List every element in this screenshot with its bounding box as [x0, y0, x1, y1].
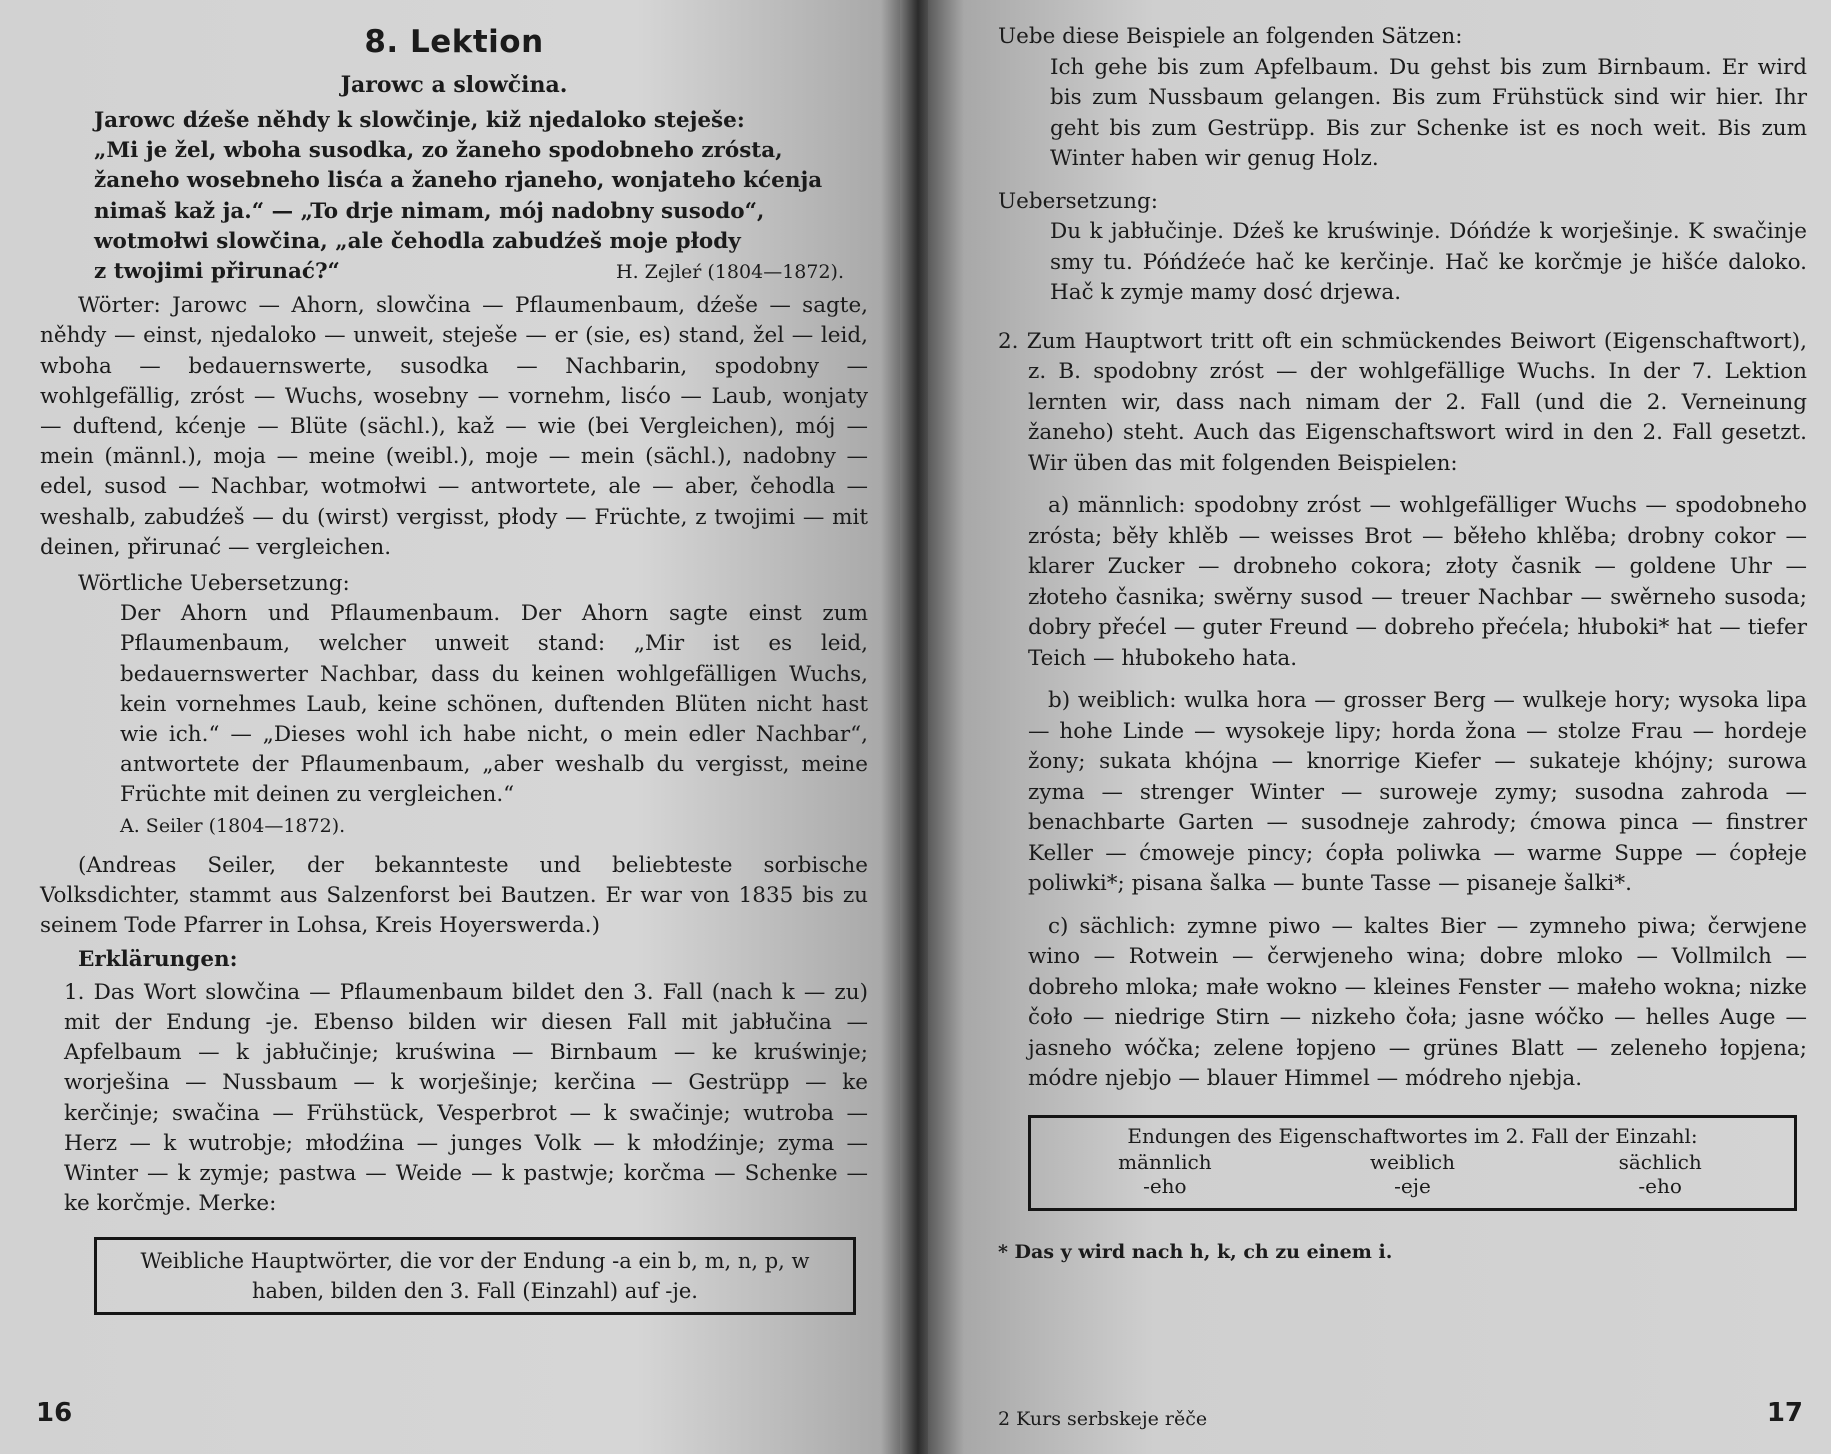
literal-translation-label: Wörtliche Uebersetzung: — [78, 571, 350, 597]
author-note: (Andreas Seiler, der bekannteste und beliebteste sorbische Volksdichter, stammt aus Salzenforst bei Bautzen. Er war von 1835 bis zu seinem Tode Pfarrer in Lohsa, Kreis Hoyerswerda.) — [40, 852, 868, 939]
rule-box: Weibliche Hauptwörter, die vor der Endung -a ein b, m, n, p, w haben, bilden den 3. Fall (Einzahl) auf -je. — [94, 1237, 856, 1315]
endings-header-row — [1041, 1150, 1784, 1174]
masculine-examples: a) männlich: spodobny zrόst — wohlgefälliger Wuchs — spodobneho zrósta; běły khlěb — weisses Brot — běłeho khlěba; drobny cokor — klarer Zucker — drobneho cokora; złoty časnik — goldene Uhr — złoteho časnika; swěrny susod — treuer Nachbar — swěrneho susoda; dobry přećel — guter Freund — dobreho přećela; hłuboki* hat — tiefer Teich — hłubokeho hata. — [1028, 493, 1807, 671]
endings-caption: Endungen des Eigenschaftwortes im 2. Fall der Einzahl: — [1127, 1123, 1698, 1148]
reading-line: Jarowc dźeše něhdy k slowčinje, kiž njedaloko steješe: — [94, 108, 745, 133]
endings-table — [1028, 1115, 1797, 1211]
reading-line: nimaš kaž ja.“ — „To drje nimam, mój nadobny susodo“, — [94, 198, 765, 224]
feminine-examples: b) weiblich: wulka hora — grosser Berg — wulkeje hory; wysoka lipa — hohe Linde — wysokeje lipy; horda žona — stolze Frau — hordeje žony; sukata khójna — knorrige Kiefer — sukateje khójny; surowa zyma — strenger Winter — surowejе zymy; susodna zahroda — benachbarte Garten — susodneje zahrody; ćmowa pinca — finstrer Keller — ćmoweje pincy; ćopła poliwka — warme Suppe — ćopłeje poliwki*; pisana šalka — bunte Tasse — pisaneje šalki*. — [1028, 688, 1807, 896]
footnote: * Das y wird nach h, k, ch zu einem i. — [998, 1240, 1393, 1263]
right-page — [928, 0, 1831, 1454]
reading-text — [40, 106, 868, 287]
endings-value: -eje — [1394, 1173, 1431, 1198]
neuter-examples: c) sächlich: zymne piwo — kaltes Bier — zymneho piwa; čerwjene wino — Rotwein — čerwjeneho wina; dobre mloko — Vollmilch — dobreho mloka; małe wokno — kleines Fenster — małeho wokna; nizke čoło — niedrige Stirn — nizkeho čoła; jasne wóčko — helles Auge — jasneho wóčka; zelene łopjeno — grünes Blatt — zeleneho łopjena; módre njebjo — blauer Himmel — módreho njebja. — [1028, 913, 1807, 1091]
reading-attribution: H. Zejleŕ (1804—1872). — [616, 261, 844, 284]
endings-header: männlich — [1118, 1149, 1212, 1174]
exercise-label: Uebe diese Beispiele an folgenden Sätzen: — [998, 24, 1463, 49]
translation-sentences: Du k jabłučinje. Dźeš ke kruświnje. Dóńdźe k worješinje. K swačinje smy tu. Póńdźeće hač ke kerčinje. Hač ke korčmje je hišće daloko. Hač k zymje mamy dosć drjewa. — [1050, 219, 1807, 305]
reading-line: z twojimi přirunać?“ — [94, 259, 340, 285]
signature-line: 2 Kurs serbskeje rěče — [998, 1408, 1208, 1430]
literal-translation-text: Der Ahorn und Pflaumenbaum. Der Ahorn sagte einst zum Pflaumenbaum, welcher unweit stand: „Mir ist es leid, bedauernswerter Nachbar, dass du keinen wohlgefälligen Wuchs, kein vornehmes Laub, keine schönen, duftenden Blüten nicht hast wie ich.“ — „Dieses wohl ich habe nicht, o mein edler Nachbar“, antwortete der Pflaumenbaum, „aber weshalb du vergisst, meine Früchte mit deinen zu vergleichen.“ — [120, 601, 868, 808]
endings-header: weiblich — [1369, 1149, 1455, 1174]
vocabulary-paragraph: Wörter: Jarowc — Ahorn, slowčina — Pflaumenbaum, dźeše — sagte, něhdy — einst, njedaloko — unweit, steješe — er (sie, es) stand, žel — leid, wboha — bedauernswerte, susodka — Nachbarin, spodobny — wohlgefällig, zrόst — Wuchs, wosebny — vornehm, lisćo — Laub, wonjaty — duftend, kćenje — Blüte (sächl.), kaž — wie (bei Vergleichen), mój — mein (männl.), moja — meine (weibl.), moje — mein (sächl.), nadobny — edel, susod — Nachbar, wotmołwi — antwortete, ale — aber, čehodla — weshalb, zabudźeš — du (wirst) vergisst, płody — Früchte, z twojimi — mit deinen, přirunać — vergleichen. — [40, 293, 868, 560]
reading-line: wotmołwi slowčina, „ale čehodla zabudźeš moje płody — [94, 228, 741, 254]
left-page — [0, 0, 908, 1454]
reading-line: „Mi je žel, wboha susodka, zo žaneho spodobneho zrósta, — [94, 138, 783, 164]
endings-value: -eho — [1143, 1173, 1187, 1198]
reading-title: Jarowc a slowčina. — [340, 72, 568, 98]
literal-translation-attribution: A. Seiler (1804—1872). — [120, 814, 346, 837]
explanations-label: Erklärungen: — [78, 947, 238, 973]
page-number-right: 17 — [1766, 1398, 1803, 1428]
explanation-1: 1. Das Wort slowčina — Pflaumenbaum bildet den 3. Fall (nach k — zu) mit der Endung -je. Ebenso bilden wir diesen Fall mit jabłučina — Apfelbaum — k jabłučinje; kruświna — Birnbaum — ke kruświnje; worješina — Nussbaum — k worješinje; kerčina — Gestrüpp — ke kerčinje; swačina — Frühstück, Vesperbrot — k swačinje; wutroba — Herz — k wutrobje; młodźina — junges Volk — k młodźinje; zyma — Winter — k zymje; pastwa — Weide — k pastwje; korčma — Schenke — ke korčmje. Merke: — [64, 979, 868, 1217]
reading-line: žaneho wosebneho lisća a žaneho rjaneho, wonjateho kćenja — [94, 168, 823, 194]
lesson-heading: 8. Lektion — [364, 24, 544, 60]
explanation-2: 2. Zum Hauptwort tritt oft ein schmückendes Beiwort (Eigenschaftwort), z. B. spodobny zrόst — der wohlgefällige Wuchs. In der 7. Lektion lernten wir, dass nach nimam der 2. Fall (und die 2. Verneinung žaneho) steht. Auch das Eigenschaftswort wird in den 2. Fall gesetzt. Wir üben das mit folgenden Beispielen: — [998, 328, 1807, 476]
translation-label: Uebersetzung: — [998, 188, 1159, 214]
endings-value-row — [1041, 1174, 1784, 1198]
page-number-left: 16 — [36, 1398, 73, 1428]
endings-value: -eho — [1638, 1173, 1682, 1198]
endings-header: sächlich — [1618, 1149, 1702, 1174]
exercise-sentences: Ich gehe bis zum Apfelbaum. Du gehst bis zum Birnbaum. Er wird bis zum Nussbaum gelangen. Bis zum Frühstück sind wir hier. Ihr geht bis zum Gestrüpp. Bis zur Schenke ist es noch weit. Bis zum Winter haben wir genug Holz. — [1050, 54, 1807, 171]
